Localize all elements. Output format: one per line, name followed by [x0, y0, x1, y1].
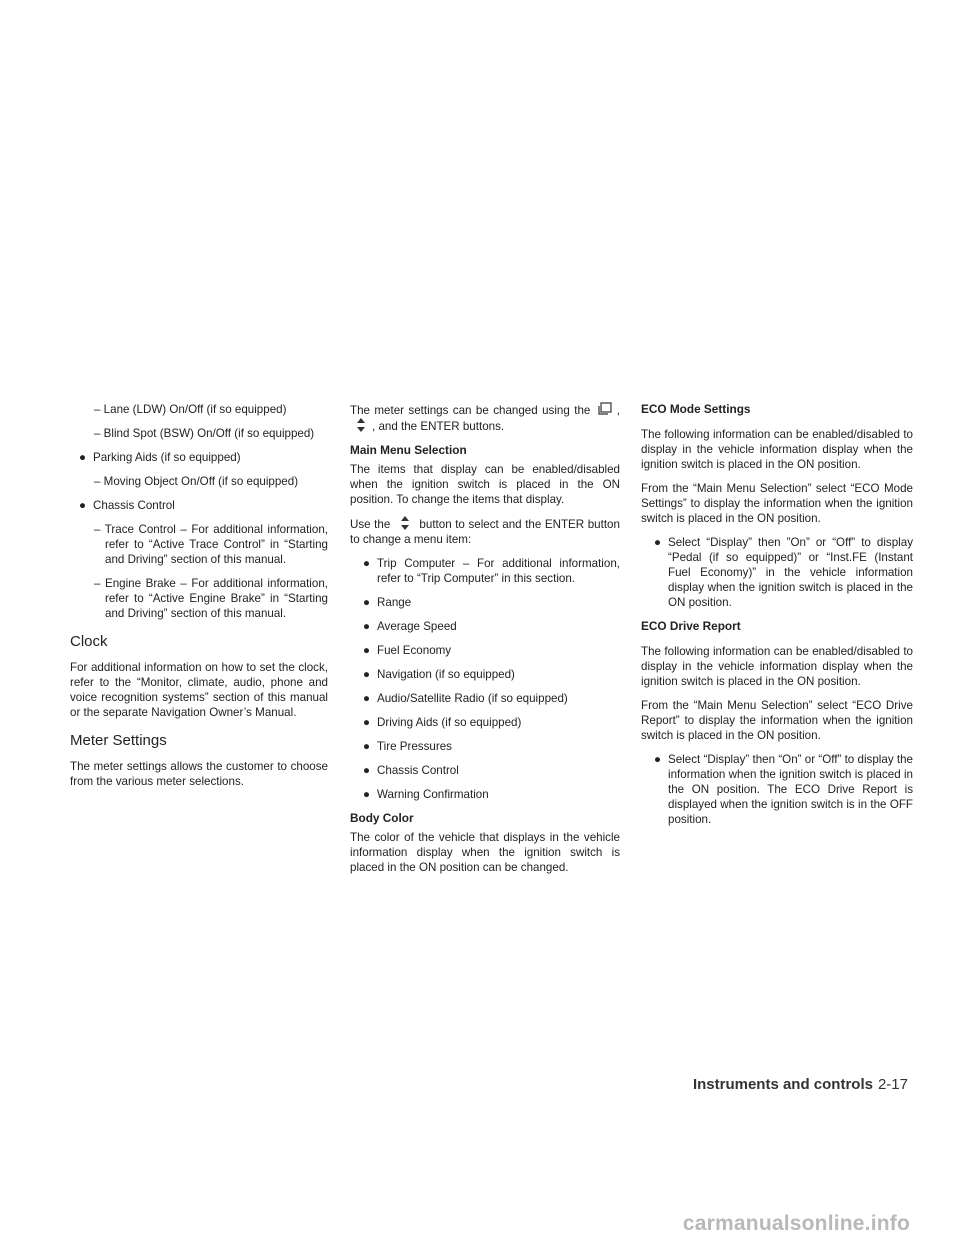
- list-item: ● Warning Confirmation: [363, 788, 489, 801]
- eco-mode-bullet: ● Select “Display” then ”On” or “Off” to display “Pedal (if so equipped)” or “Inst.FE (Instant Fuel Economy)” in the vehicle information display when the ignition switch is placed in the ON position.: [654, 536, 913, 609]
- bullet-chassis-control: [70, 498, 328, 513]
- list-item: ● Driving Aids (if so equipped): [363, 716, 522, 729]
- eco-mode-paragraph: The following information can be enabled/disabled to display in the vehicle information display when the ignition switch is placed in the ON position.: [641, 428, 913, 471]
- bullet-icon: ●: [363, 788, 371, 801]
- clock-paragraph: For additional information on how to set the clock, refer to the “Monitor, climate, audio, phone and voice recognition systems” section of this manual or the separate Navigation Owner’s Manual.: [70, 661, 328, 719]
- eco-drive-from-paragraph: From the “Main Menu Selection” select “ECO Drive Report” to display the information when the ignition switch is placed in the ON position.: [641, 699, 913, 742]
- body-color-heading: Body Color: [350, 811, 414, 825]
- bullet-icon: ●: [654, 536, 662, 549]
- list-item: ● Chassis Control: [363, 764, 459, 777]
- bullet-icon: ●: [363, 620, 371, 633]
- bullet-icon: ●: [363, 596, 371, 609]
- body-color-paragraph: The color of the vehicle that displays in the vehicle information display when the ignition switch is placed in the ON position can be changed.: [350, 831, 620, 874]
- bullet-icon: ●: [363, 692, 371, 705]
- bullet-icon: ●: [363, 716, 371, 729]
- meter-settings-heading: Meter Settings: [70, 732, 167, 749]
- list-item: ● Fuel Economy: [363, 644, 452, 657]
- main-menu-paragraph: The items that display can be enabled/disabled when the ignition switch is placed in the ON position. To change the items that display.: [350, 463, 620, 506]
- bullet-label: Chassis Control: [93, 499, 175, 512]
- bullet-icon: ●: [654, 753, 662, 766]
- list-item: ● Navigation (if so equipped): [363, 668, 515, 681]
- list-item: ● Range: [363, 596, 412, 609]
- eco-drive-paragraph: The following information can be enabled/disabled to display in the vehicle information display when the ignition switch is placed in the ON position.: [641, 645, 913, 688]
- up-down-arrows-icon: [353, 418, 369, 432]
- bullet-icon: ●: [363, 557, 371, 570]
- eco-mode-from-paragraph: From the “Main Menu Selection” select “ECO Mode Settings” to display the information when the ignition switch is placed in the ON position.: [641, 482, 913, 525]
- list-item: ● Tire Pressures: [363, 740, 452, 753]
- use-button-paragraph: Use the button to select and the ENTER button to change a menu item:: [350, 518, 620, 546]
- page-footer: [693, 1076, 908, 1093]
- up-down-arrows-icon: [397, 516, 413, 530]
- bullet-label: Parking Aids (if so equipped): [93, 451, 241, 464]
- eco-drive-bullet: ● Select “Display” then “On” or “Off” to display the information when the ignition switch is placed in the ON position. The ECO Drive Report is displayed when the ignition switch is in the OFF position.: [654, 753, 913, 826]
- watermark: carmanualsonline.info: [682, 1212, 910, 1235]
- bullet-parking-aids: [70, 450, 328, 465]
- list-item-moving-object: – Moving Object On/Off (if so equipped): [94, 475, 299, 488]
- bullet-icon: ●: [79, 451, 87, 464]
- eco-drive-heading: ECO Drive Report: [641, 619, 741, 633]
- list-item-blind-spot: – Blind Spot (BSW) On/Off (if so equipped): [94, 427, 315, 440]
- page-number: 2-17: [877, 1076, 908, 1093]
- clock-heading: Clock: [70, 633, 108, 650]
- list-item: ● Average Speed: [363, 620, 457, 633]
- list-item-trace-control: – Trace Control – For additional information, refer to “Active Trace Control” in “Starting and Driving” section of this manual.: [94, 523, 328, 566]
- meter-settings-paragraph: The meter settings allows the customer to choose from the various meter selections.: [70, 760, 328, 788]
- list-item: ● Trip Computer – For additional information, refer to “Trip Computer” in this section.: [363, 557, 620, 585]
- main-menu-heading: Main Menu Selection: [350, 443, 467, 457]
- list-item-engine-brake: – Engine Brake – For additional information, refer to “Active Engine Brake” in “Starting and Driving” section of this manual.: [94, 577, 328, 620]
- list-item: ● Audio/Satellite Radio (if so equipped): [363, 692, 568, 705]
- intro-paragraph: The meter settings can be changed using the , , and the ENTER buttons.: [350, 404, 620, 433]
- eco-mode-heading: ECO Mode Settings: [641, 402, 751, 416]
- screen-back-icon: [598, 402, 614, 416]
- list-item-lane: – Lane (LDW) On/Off (if so equipped): [94, 403, 287, 416]
- bullet-icon: ●: [363, 740, 371, 753]
- bullet-icon: ●: [363, 668, 371, 681]
- bullet-icon: ●: [79, 499, 87, 512]
- column-right: [641, 402, 913, 836]
- column-left: [70, 402, 328, 798]
- section-title: Instruments and controls: [692, 1076, 873, 1093]
- bullet-icon: ●: [363, 764, 371, 777]
- column-middle: [350, 402, 620, 884]
- bullet-icon: ●: [363, 644, 371, 657]
